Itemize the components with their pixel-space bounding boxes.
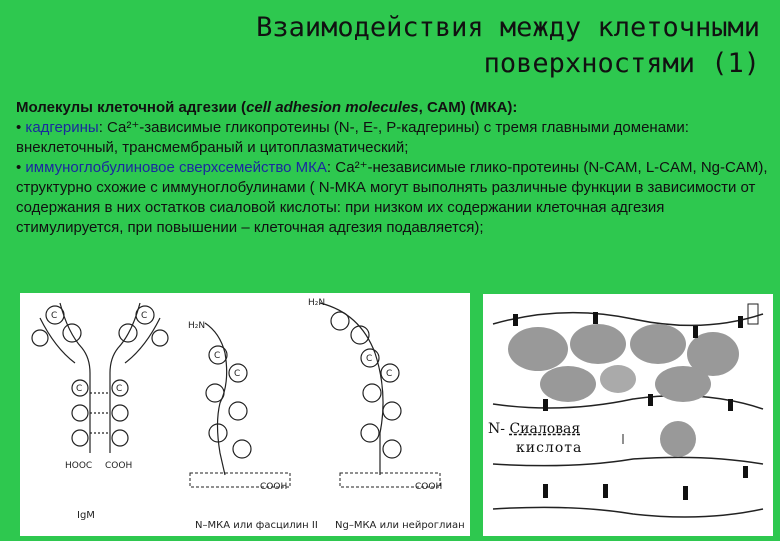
intro-line	[16, 98, 768, 118]
domain-label: C	[234, 369, 241, 379]
domain-label: C	[141, 311, 148, 321]
legend-word-1: Сиаловая	[509, 421, 581, 437]
cell-adhesion-illustration	[483, 294, 773, 536]
domain-label: C	[386, 369, 393, 379]
hooc-label: HOOC	[65, 461, 93, 471]
domain-label: C	[366, 354, 373, 364]
bullet-cadherins: • кадгерины: Са²⁺-зависимые гликопротеины (N-, Е-, Р-кадгерины) с тремя главными доменами: внеклеточный, трансмембраный и цитоплазматический;	[16, 119, 689, 156]
domain-label: C	[116, 384, 123, 394]
ngcam-caption: Ng–МКА или нейроглиан	[335, 520, 465, 531]
cooh-label: COOH	[105, 461, 133, 471]
h2n-label: H₂N	[188, 321, 206, 331]
domain-label: C	[51, 311, 58, 321]
cooh-label: COOH	[415, 482, 443, 492]
ig-superfamily-term: иммуноглобулиновое сверхсемейство МКА	[25, 159, 327, 176]
title-line-1: Взаимодействия между клеточными	[256, 12, 760, 43]
domain-label: C	[214, 351, 221, 361]
slide-title	[160, 10, 760, 82]
intro-post: , САМ) (МКА):	[418, 99, 518, 116]
bullet-ig-superfamily: • иммуноглобулиновое сверхсемейство МКА: Са²⁺-независимые глико-протеины (N-CAM, L-CAM, Ng-CAM), структурно схожие с иммуноглобулинами ( N-МКА могут выполнять различные функции в зависимости от содержания в них остатков сиаловой кислоты: при низком их содержании клеточная адгезия стимулируется, при повышении – клеточная адгезия подавляется);	[16, 159, 768, 236]
title-line-2: поверхностями (1)	[483, 48, 760, 79]
cell-illustration	[483, 294, 773, 536]
ngcam-molecule	[320, 303, 401, 475]
legend-prefix: N-	[488, 421, 505, 437]
slide-body	[16, 98, 768, 238]
cell-membranes	[190, 473, 440, 487]
upper-cell-layer	[493, 312, 763, 411]
domain-label: C	[76, 384, 83, 394]
intro-italic: cell adhesion molecules	[246, 99, 419, 116]
h2n-label: H₂N	[308, 298, 326, 308]
ncam-molecule	[205, 323, 251, 475]
igm-molecule	[32, 303, 168, 453]
molecule-diagram-panel	[20, 293, 470, 536]
molecule-diagram	[20, 293, 470, 536]
sialic-acid-legend-line1	[488, 421, 580, 437]
intro-pre: Молекулы клеточной адгезии (	[16, 99, 247, 116]
cadherins-text: : Са²⁺-зависимые гликопротеины (N-, Е-, Р-кадгерины) с тремя главными доменами: внеклеточный, трансмембраный и цитоплазматический;	[16, 119, 689, 156]
igm-caption: IgM	[77, 510, 95, 521]
cooh-label: COOH	[260, 482, 288, 492]
ig-superfamily-text: : Са²⁺-независимые глико-протеины (N-CAM, L-CAM, Ng-CAM), структурно схожие с иммуноглобулинами ( N-МКА могут выполнять различные функции в зависимости от содержания в них остатков сиаловой кислоты: при низком их содержании клеточная адгезия стимулируется, при повышении – клеточная адгезия подавляется);	[16, 159, 768, 236]
ncam-caption: N–МКА или фасцилин II	[195, 520, 318, 531]
cadherins-term: кадгерины	[25, 119, 99, 136]
sialic-acid-legend-line2: кислота	[516, 440, 583, 456]
